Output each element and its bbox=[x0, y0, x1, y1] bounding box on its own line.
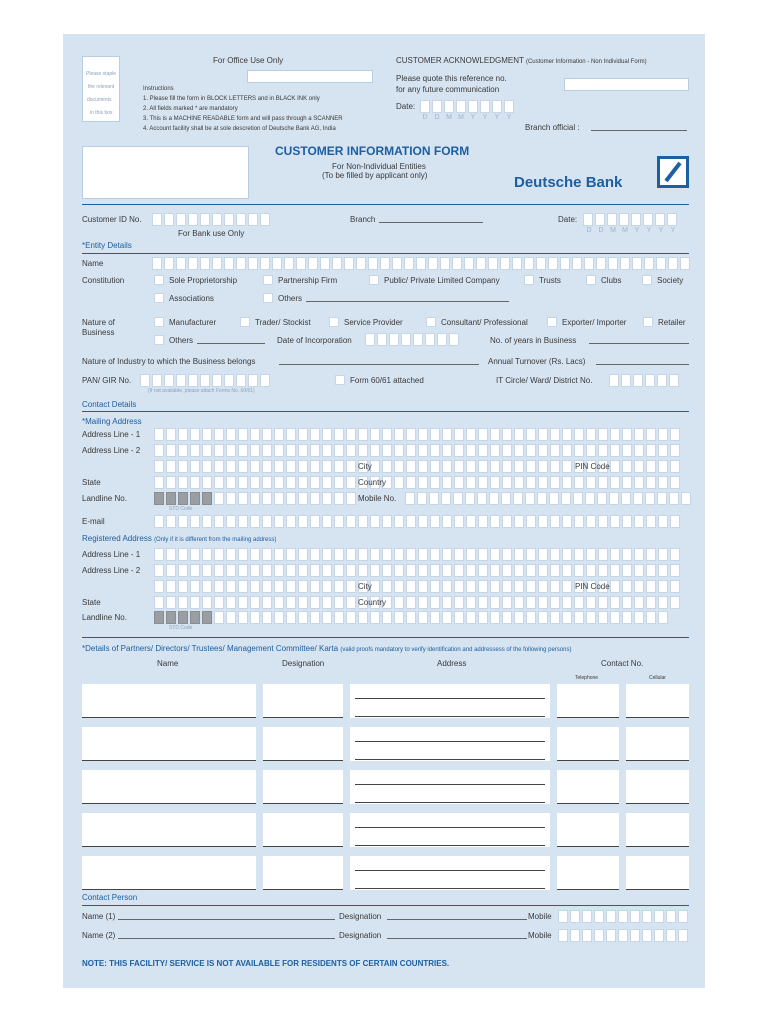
consultant-label: Consultant/ Professional bbox=[441, 318, 528, 327]
service-provider-label: Service Provider bbox=[344, 318, 403, 327]
bank-name: Deutsche Bank bbox=[514, 174, 623, 191]
registered-title bbox=[82, 534, 276, 543]
service-provider-checkbox[interactable] bbox=[329, 317, 339, 327]
partner-designation-cell[interactable] bbox=[263, 856, 343, 890]
reg-std-boxes[interactable] bbox=[154, 611, 214, 624]
partners-note: (valid proofs mandatory to verify identification and addressess of the following persons) bbox=[340, 647, 572, 653]
mail-std-boxes[interactable] bbox=[154, 492, 214, 505]
office-ref-box[interactable] bbox=[247, 70, 373, 83]
form60-checkbox[interactable] bbox=[335, 375, 345, 385]
cp-name2-line[interactable] bbox=[118, 938, 335, 939]
branch-official-label: Branch official : bbox=[525, 123, 580, 132]
mail-country-label: Country bbox=[358, 478, 387, 487]
manufacturer-checkbox[interactable] bbox=[154, 317, 164, 327]
associations-label: Associations bbox=[169, 294, 214, 303]
partner-name-cell[interactable] bbox=[82, 856, 256, 890]
form-subtitle-1: For Non-Individual Entities bbox=[332, 162, 426, 171]
reg-pin-label: PIN Code bbox=[575, 582, 610, 591]
partners-divider bbox=[82, 637, 689, 638]
instruction-2: 2. All fields marked * are mandatory bbox=[143, 106, 238, 112]
industry-label: Nature of Industry to which the Business belongs bbox=[82, 357, 256, 366]
instruction-4: 4. Account facility shall be at sole descretion of Deutsche Bank AG, India bbox=[143, 126, 336, 132]
photo-box bbox=[82, 146, 249, 199]
bank-use-label: For Bank use Only bbox=[178, 229, 245, 238]
header-divider bbox=[82, 204, 689, 205]
logo-slash-icon bbox=[660, 159, 686, 185]
partner-designation-cell[interactable] bbox=[263, 727, 343, 761]
staple-text-2: the relevant bbox=[88, 84, 115, 90]
const-others-line[interactable] bbox=[306, 301, 509, 302]
contact-divider bbox=[82, 411, 689, 412]
partnership-checkbox[interactable] bbox=[263, 275, 273, 285]
mail-mobile-label: Mobile No. bbox=[358, 494, 397, 503]
mail-landline-label: Landline No. bbox=[82, 494, 127, 503]
partner-cellular-cell[interactable] bbox=[626, 770, 689, 804]
partner-name-cell[interactable] bbox=[82, 684, 256, 718]
trusts-checkbox[interactable] bbox=[524, 275, 534, 285]
mail-addr2-label: Address Line - 2 bbox=[82, 446, 141, 455]
instruction-3: 3. This is a MACHINE READABLE form and will pass through a SCANNER bbox=[143, 116, 343, 122]
registered-title-text: Registered Address bbox=[82, 534, 152, 543]
ack-quote-1: Please quote this reference no. bbox=[396, 74, 507, 83]
partnership-label: Partnership Firm bbox=[278, 276, 338, 285]
mail-mobile-boxes[interactable] bbox=[405, 492, 693, 505]
cp-mobile2-boxes[interactable] bbox=[558, 929, 690, 942]
reg-country-label: Country bbox=[358, 598, 387, 607]
mail-addr2-boxes[interactable] bbox=[154, 444, 682, 457]
id-date-label: Date: bbox=[558, 215, 578, 224]
partner-telephone-cell[interactable] bbox=[557, 684, 619, 718]
incorporation-label: Date of Incorporation bbox=[277, 336, 352, 345]
cp-name2-label: Name (2) bbox=[82, 931, 116, 940]
footer-note: NOTE: THIS FACILITY/ SERVICE IS NOT AVAILABLE FOR RESIDENTS OF CERTAIN COUNTRIES. bbox=[82, 959, 450, 968]
staple-box bbox=[82, 56, 120, 122]
ack-title-text: CUSTOMER ACKNOWLEDGMENT bbox=[396, 56, 524, 65]
instruction-1: 1. Please fill the form in BLOCK LETTERS and in BLACK INK only bbox=[143, 96, 320, 102]
partner-telephone-cell[interactable] bbox=[557, 727, 619, 761]
ack-date-format: D D M M Y Y Y Y bbox=[422, 114, 512, 121]
partner-address-cell[interactable] bbox=[350, 770, 550, 804]
consultant-checkbox[interactable] bbox=[426, 317, 436, 327]
society-checkbox[interactable] bbox=[642, 275, 652, 285]
company-checkbox[interactable] bbox=[369, 275, 379, 285]
mail-city-label: City bbox=[358, 462, 372, 471]
reg-addr2-boxes[interactable] bbox=[154, 564, 682, 577]
exporter-label: Exporter/ Importer bbox=[562, 318, 627, 327]
partners-telephone-header: Telephone bbox=[575, 675, 599, 681]
staple-text-4: in this box bbox=[90, 110, 113, 116]
industry-line[interactable] bbox=[279, 364, 479, 365]
const-others-label: Others bbox=[278, 294, 303, 303]
office-use-title: For Office Use Only bbox=[213, 56, 284, 65]
partners-address-header: Address bbox=[437, 659, 467, 668]
partner-telephone-cell[interactable] bbox=[557, 856, 619, 890]
sole-proprietorship-label: Sole Proprietorship bbox=[169, 276, 238, 285]
nature-others-line[interactable] bbox=[197, 343, 265, 344]
years-business-label: No. of years in Business bbox=[490, 336, 577, 345]
partner-address-cell[interactable] bbox=[350, 684, 550, 718]
form-subtitle-2: (To be filled by applicant only) bbox=[322, 171, 428, 180]
sole-proprietorship-checkbox[interactable] bbox=[154, 275, 164, 285]
contact-section-title: Contact Details bbox=[82, 400, 137, 409]
ack-subtitle: (Customer Information - Non Individual Form) bbox=[525, 59, 647, 65]
cp-designation1-line[interactable] bbox=[387, 919, 527, 920]
manufacturer-label: Manufacturer bbox=[169, 318, 217, 327]
id-date-format: D D M M Y Y Y Y bbox=[586, 227, 676, 234]
partner-telephone-cell[interactable] bbox=[557, 770, 619, 804]
mail-state-label: State bbox=[82, 478, 101, 487]
itcircle-label: IT Circle/ Ward/ District No. bbox=[496, 376, 593, 385]
customer-id-boxes[interactable] bbox=[152, 213, 272, 226]
trader-label: Trader/ Stockist bbox=[255, 318, 311, 327]
retailer-label: Retailer bbox=[658, 318, 686, 327]
partners-title-text: *Details of Partners/ Directors/ Trustees/ Management Committee/ Karta bbox=[82, 644, 339, 653]
email-boxes[interactable] bbox=[154, 515, 682, 528]
staple-text-3: documents bbox=[87, 97, 112, 103]
partner-telephone-cell[interactable] bbox=[557, 813, 619, 847]
ack-date-boxes[interactable] bbox=[420, 100, 516, 113]
reg-addr2-label: Address Line - 2 bbox=[82, 566, 141, 575]
mailing-title: *Mailing Address bbox=[82, 417, 142, 426]
mail-addr1-label: Address Line - 1 bbox=[82, 430, 141, 439]
clubs-label: Clubs bbox=[601, 276, 622, 285]
entity-name-boxes[interactable] bbox=[152, 257, 692, 270]
nature-label-1: Nature of bbox=[82, 318, 115, 327]
reg-city-boxes[interactable] bbox=[154, 596, 682, 609]
branch-line[interactable] bbox=[379, 222, 483, 223]
form-page bbox=[63, 34, 705, 988]
instructions-title: Instructions bbox=[143, 86, 174, 92]
contact-person-divider bbox=[82, 905, 689, 906]
contact-person-title: Contact Person bbox=[82, 893, 138, 902]
reg-landline-label: Landline No. bbox=[82, 613, 127, 622]
partner-designation-cell[interactable] bbox=[263, 813, 343, 847]
cp-mobile2-label: Mobile bbox=[528, 931, 552, 940]
partners-name-header: Name bbox=[157, 659, 179, 668]
ack-quote-2: for any future communication bbox=[396, 85, 500, 94]
partner-designation-cell[interactable] bbox=[263, 770, 343, 804]
entity-divider bbox=[82, 253, 689, 254]
customer-id-label: Customer ID No. bbox=[82, 215, 142, 224]
trusts-label: Trusts bbox=[539, 276, 561, 285]
ack-title bbox=[396, 56, 647, 65]
incorporation-date-boxes[interactable] bbox=[365, 333, 461, 346]
partner-cellular-cell[interactable] bbox=[626, 727, 689, 761]
partner-address-cell[interactable] bbox=[350, 813, 550, 847]
entity-section-title: *Entity Details bbox=[82, 241, 132, 250]
partner-cellular-cell[interactable] bbox=[626, 684, 689, 718]
partner-designation-cell[interactable] bbox=[263, 684, 343, 718]
nature-others-label: Others bbox=[169, 336, 194, 345]
mail-landline-boxes[interactable] bbox=[214, 492, 358, 505]
partners-contact-header: Contact No. bbox=[601, 659, 644, 668]
mail-std-label: STD Code bbox=[169, 506, 193, 512]
nature-label-2: Business bbox=[82, 328, 115, 337]
deutsche-bank-logo-icon bbox=[657, 156, 689, 188]
reg-addr1-boxes[interactable] bbox=[154, 548, 682, 561]
form-title: CUSTOMER INFORMATION FORM bbox=[275, 144, 470, 158]
years-business-line[interactable] bbox=[589, 343, 689, 344]
mail-addr1-boxes[interactable] bbox=[154, 428, 682, 441]
cp-mobile1-boxes[interactable] bbox=[558, 910, 690, 923]
itcircle-boxes[interactable] bbox=[609, 374, 681, 387]
reg-landline-boxes[interactable] bbox=[214, 611, 670, 624]
cp-mobile1-label: Mobile bbox=[528, 912, 552, 921]
registered-note: (Only if it is different from the mailing address) bbox=[154, 537, 277, 543]
partner-name-cell[interactable] bbox=[82, 813, 256, 847]
company-label: Public/ Private Limited Company bbox=[384, 276, 500, 285]
partner-name-cell[interactable] bbox=[82, 727, 256, 761]
partner-cellular-cell[interactable] bbox=[626, 813, 689, 847]
retailer-checkbox[interactable] bbox=[643, 317, 653, 327]
turnover-line[interactable] bbox=[596, 364, 689, 365]
partner-name-cell[interactable] bbox=[82, 770, 256, 804]
mail-city-boxes[interactable] bbox=[154, 476, 682, 489]
ack-reference-box[interactable] bbox=[564, 78, 689, 91]
associations-checkbox[interactable] bbox=[154, 293, 164, 303]
cp-designation2-label: Designation bbox=[339, 931, 382, 940]
partner-cellular-cell[interactable] bbox=[626, 856, 689, 890]
email-label: E-mail bbox=[82, 517, 105, 526]
partners-cellular-header: Cellular bbox=[649, 675, 666, 681]
exporter-checkbox[interactable] bbox=[547, 317, 557, 327]
mail-pin-label: PIN Code bbox=[575, 462, 610, 471]
reg-std-label: STD Code bbox=[169, 625, 193, 631]
clubs-checkbox[interactable] bbox=[586, 275, 596, 285]
partners-designation-header: Designation bbox=[282, 659, 325, 668]
reg-addr1-label: Address Line - 1 bbox=[82, 550, 141, 559]
society-label: Society bbox=[657, 276, 684, 285]
reg-state-label: State bbox=[82, 598, 101, 607]
ack-date-label: Date: bbox=[396, 102, 416, 111]
turnover-label: Annual Turnover (Rs. Lacs) bbox=[488, 357, 586, 366]
pan-boxes[interactable] bbox=[140, 374, 272, 387]
id-date-boxes[interactable] bbox=[583, 213, 679, 226]
partner-address-cell[interactable] bbox=[350, 856, 550, 890]
cp-designation1-label: Designation bbox=[339, 912, 382, 921]
constitution-label: Constitution bbox=[82, 276, 125, 285]
cp-name1-line[interactable] bbox=[118, 919, 335, 920]
partner-address-cell[interactable] bbox=[350, 727, 550, 761]
nature-others-checkbox[interactable] bbox=[154, 335, 164, 345]
branch-official-line[interactable] bbox=[591, 130, 687, 131]
trader-checkbox[interactable] bbox=[240, 317, 250, 327]
entity-name-label: Name bbox=[82, 259, 104, 268]
pan-label: PAN/ GIR No. bbox=[82, 376, 132, 385]
branch-label: Branch bbox=[350, 215, 376, 224]
staple-text-1: Please staple bbox=[86, 71, 117, 77]
form60-label: Form 60/61 attached bbox=[350, 376, 424, 385]
cp-name1-label: Name (1) bbox=[82, 912, 116, 921]
cp-designation2-line[interactable] bbox=[387, 938, 527, 939]
pan-note: (If not available, please attach Forms No. 60/61) bbox=[148, 388, 255, 394]
const-others-checkbox[interactable] bbox=[263, 293, 273, 303]
partners-title bbox=[82, 644, 571, 653]
reg-city-label: City bbox=[358, 582, 372, 591]
